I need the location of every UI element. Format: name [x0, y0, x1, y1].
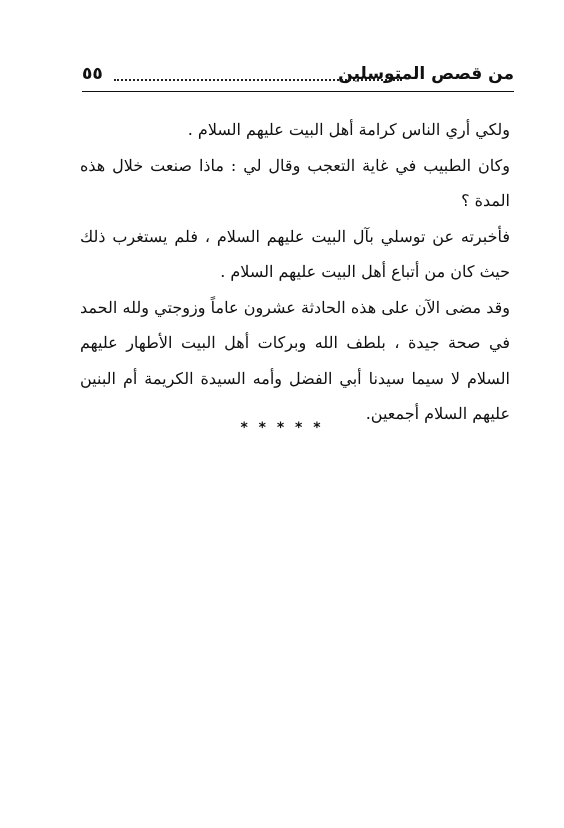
header-rule [82, 91, 514, 92]
page-header [82, 58, 514, 92]
running-title: من قصص المتوسلين [338, 64, 514, 84]
paragraph: وكان الطبيب في غاية التعجب وقال لي : ماذا صنعت خلال هذه المدة ؟ [80, 155, 510, 210]
leader-dots [114, 65, 402, 81]
paragraph: وقد مضى الآن على هذه الحادثة عشرون عاماً وزوجتي ولله الحمد في صحة جيدة ، بلطف الله وبركات أهل البيت الأطهار عليهم السلام لا سيما سيدنا أبي الفضل وأمه السيدة الكريمة أم البنين عليهم السلام أجمعين. [80, 297, 510, 423]
section-separator: * * * * * [240, 420, 324, 436]
paragraph: ولكي أري الناس كرامة أهل البيت عليهم السلام . [187, 120, 510, 139]
body-text [80, 112, 510, 432]
paragraph: فأخبرته عن توسلي بآل البيت عليهم السلام ، فلم يستغرب ذلك حيث كان من أتباع أهل البيت عليهم السلام . [80, 226, 510, 281]
page-number: ٥٥ [82, 64, 103, 84]
